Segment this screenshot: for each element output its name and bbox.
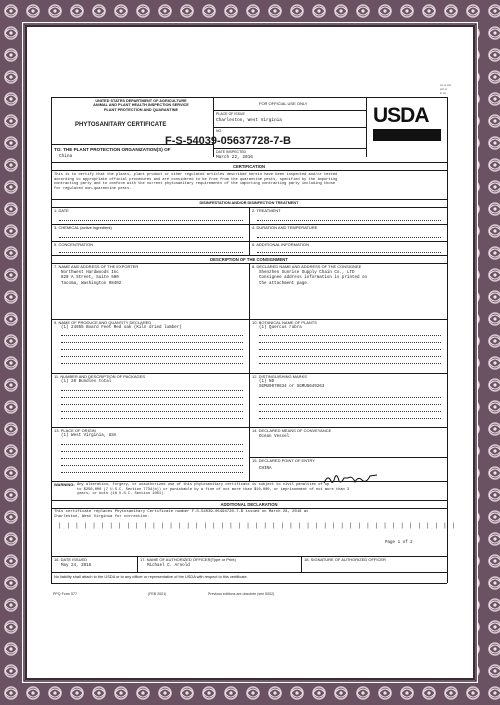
origin-label: 13. PLACE OF ORIGIN	[54, 428, 96, 433]
entry-label: 15. DECLARED POINT OF ENTRY	[252, 458, 315, 463]
usda-logo	[373, 105, 441, 145]
exporter-line: 820 A Street, Suite 500	[61, 276, 119, 281]
officer-signature	[322, 472, 382, 486]
exporter-line: Northwest Hardwoods Inc	[61, 271, 119, 275]
marks-line: (1) ND	[259, 380, 275, 384]
consignee-label: 8. DECLARED NAME AND ADDRESS OF THE CONSIGNEE	[252, 264, 362, 269]
certificate-number: F-S-54039-05637728-7-B	[165, 135, 291, 147]
place-of-issue-value: Charleston, West Virginia	[216, 118, 282, 123]
consignee-address	[259, 271, 367, 287]
dept-line: ANIMAL AND PLANT HEALTH INSPECTION SERVICE	[93, 103, 189, 108]
marks-label: 12. DISTINGUISHING MARKS	[252, 374, 307, 379]
corner-tag: ▪▪▪ ▪▪ ▪▪▪▪ ▪▪▪▪ ▪▪ ▪▪ ▪▪▪	[440, 83, 452, 95]
botanical-value: (1) Quercus rubra	[259, 326, 302, 330]
additional-line: This certificate replaces Phytosanitary Certificate number F-S-54039-05494720-7-B issued on March 28, 2016 at	[54, 510, 309, 514]
produce-label: 9. NAME OF PRODUCE AND QUANTITY DECLARED	[54, 320, 152, 325]
usda-logo-bar	[373, 129, 441, 141]
warning-line: Any alteration, forgery, or unauthorized use of this phytosanitary certificate is subject to civil penalties of up	[77, 483, 330, 487]
marks-value	[259, 380, 324, 391]
certification-line: This is to certify that the plants, plant product or other regulated articles described herein have been inspected and/or tested	[54, 173, 338, 177]
consignee-line: Shenzhen Sunrise Supply Chain Co., LTD	[259, 271, 355, 275]
conveyance-value: Ocean Vessel	[259, 435, 290, 439]
packages-value: (1) 20 Bundles total	[61, 380, 112, 384]
date-inspected-label: DATE INSPECTED	[216, 150, 247, 154]
footer-form-number: PPQ Form 577	[53, 592, 77, 596]
additional-text	[54, 510, 309, 520]
department-heading	[91, 99, 191, 112]
date-issued-label: 16. DATE ISSUED	[54, 557, 88, 562]
warning-label: WARNING:	[54, 482, 75, 487]
dept-line: PLANT PROTECTION AND QUARANTINE	[103, 107, 179, 112]
treatment-duration-label: 4. DURATION AND TEMPERATURE	[252, 225, 318, 230]
certification-line: according to appropriate official procedures and are considered to be free from the quarantine pests, specified by the importing	[54, 177, 338, 182]
treatment-additional-label: 6. ADDITIONAL INFORMATION	[252, 242, 309, 247]
treatment-heading: DISINFESTATION AND/OR DISINFECTION TREATMENT	[199, 201, 299, 205]
warning-line: to $250,000 (7 U.S.C. Section 7734(b)) or punishable by a fine of not more than $10,000, or imprisonment of not more than 3	[77, 487, 350, 492]
date-issued-value: May 24, 2016	[61, 564, 92, 568]
consignee-line: the attachment page.	[259, 281, 310, 286]
official-use-label: FOR OFFICIAL USE ONLY	[259, 101, 308, 106]
liability-statement: No liability shall attach to the USDA or to any officer or representative of the USDA with respect to this certificate.	[54, 574, 248, 579]
warning-line: years, or both (18 U.S.C. Section 1001).	[77, 492, 166, 497]
officer-name-label: 17. NAME OF AUTHORIZED OFFICER(Type or Print)	[140, 557, 236, 562]
to-label: TO: THE PLANT PROTECTION ORGANIZATION(S) OF	[54, 147, 171, 152]
certificate-title: PHYTOSANITARY CERTIFICATE	[75, 122, 167, 128]
to-value: China	[59, 154, 73, 159]
produce-value: (1) 24955 Board Feet Red oak (Kiln dried lumber)	[61, 326, 182, 330]
additional-heading: ADDITIONAL DECLARATION	[220, 502, 278, 507]
consignment-heading: DESCRIPTION OF THE CONSIGNMENT	[210, 257, 288, 262]
certification-line: contracting party and to conform with the current phytosanitary requirements of the importing contracting party including those	[54, 182, 336, 187]
dept-line: UNITED STATES DEPARTMENT OF AGRICULTURE	[95, 99, 187, 103]
entry-value: CHINA	[259, 467, 272, 471]
exporter-label: 7. NAME AND ADDRESS OF THE EXPORTER	[54, 264, 139, 269]
consignee-line: Consignee address information is printed on	[259, 276, 368, 281]
treatment-date-label: 1. DATE	[54, 208, 69, 213]
officer-name-value: Michael C. Arnold	[147, 564, 190, 568]
place-of-issue-label: PLACE OF ISSUE	[216, 112, 245, 116]
exporter-address	[61, 271, 121, 287]
phytosanitary-certificate-form	[51, 97, 462, 583]
certification-text	[54, 173, 337, 192]
footer-form-date: (FEB 2001)	[148, 592, 167, 596]
treatment-type-label: 2. TREATMENT	[252, 208, 281, 213]
usda-logo-text: USDA	[373, 104, 429, 127]
footer-previous-editions: Previous editions are obsolete (see 5002)	[208, 592, 275, 596]
marks-line: SGMU9070634 or SGMU5649263	[259, 385, 325, 390]
treatment-concentration-label: 5. CONCENTRATION	[54, 242, 94, 247]
cert-no-label: NO.	[216, 129, 223, 133]
certification-heading: CERTIFICATION	[232, 164, 266, 169]
date-inspected-value: March 22, 2016	[216, 155, 253, 160]
certification-line: for regulated non-quarantine pests.	[54, 186, 132, 191]
origin-value: (1) West Virginia, USA	[61, 434, 117, 438]
packages-label: 11. NUMBER AND DESCRIPTION OF PACKAGES	[54, 374, 145, 379]
warning-text	[77, 483, 349, 497]
page-indicator: Page 1 of 2	[385, 541, 413, 545]
additional-line: Charleston, West Virginia for correction.	[54, 515, 150, 520]
signature-label: 18. SIGNATURE OF AUTHORIZED OFFICER	[304, 557, 386, 562]
treatment-chemical-label: 3. CHEMICAL (active ingredient)	[54, 225, 112, 230]
botanical-label: 10. BOTANICAL NAME OF PLANTS	[252, 320, 317, 325]
exporter-line: Tacoma, Washington 98402	[61, 281, 122, 286]
line-fill-marks: |||||||||||||||||||||||||||||||||||||||||||||||	[59, 523, 462, 529]
conveyance-label: 14. DECLARED MEANS OF CONVEYANCE	[252, 428, 332, 433]
